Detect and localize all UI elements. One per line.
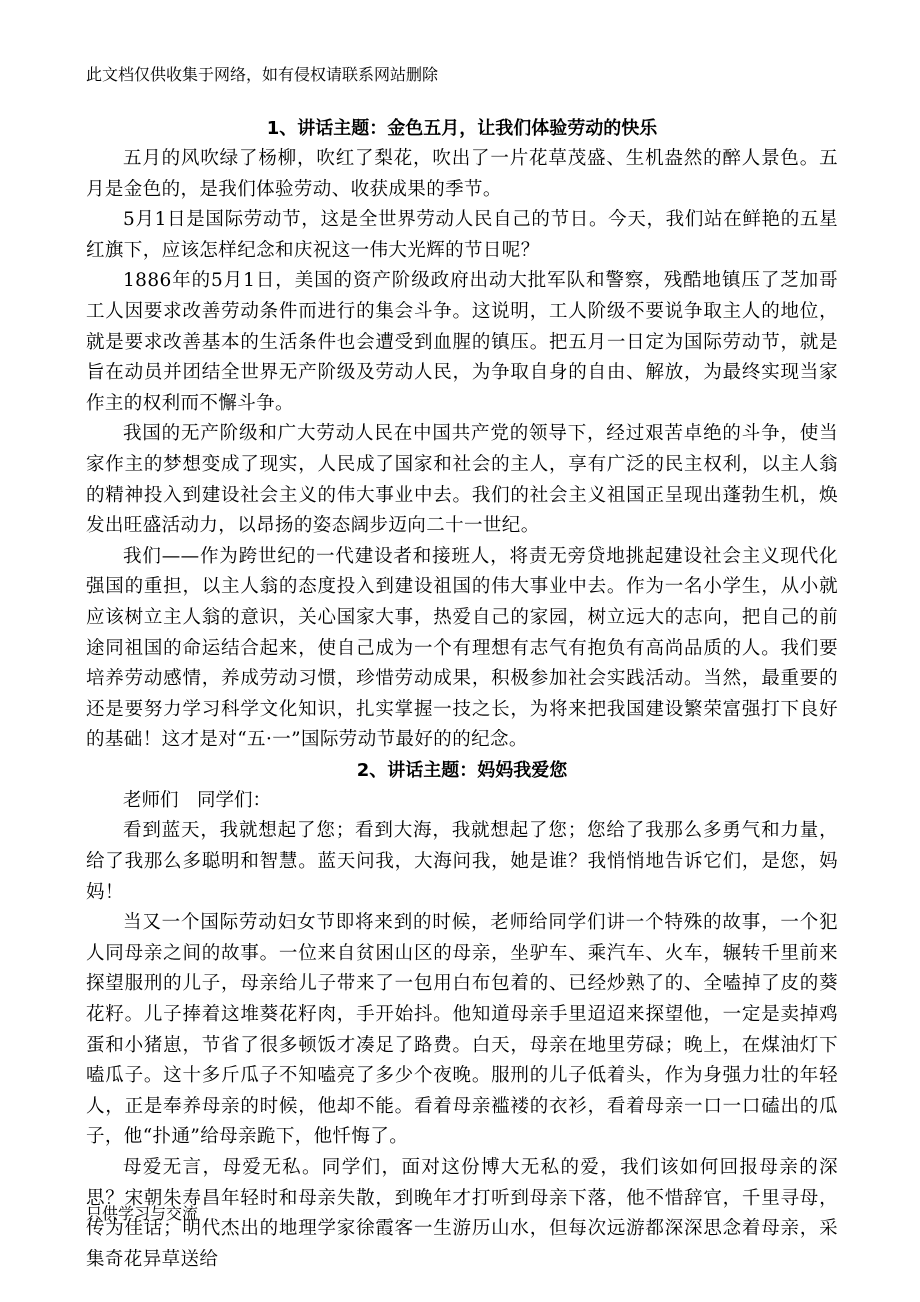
paragraph: 五月的风吹绿了杨柳，吹红了梨花，吹出了一片花草茂盛、生机盎然的醉人景色。五月是金色的，是我们体验劳动、收获成果的季节。 bbox=[86, 148, 838, 200]
footer-note: 只供学习与交流 bbox=[86, 1204, 199, 1223]
greeting: 老师们 同学们： bbox=[123, 789, 272, 811]
section-1-title: 1、讲话主题：金色五月，让我们体验劳动的快乐 bbox=[266, 118, 658, 139]
header-disclaimer: 此文档仅供收集于网络，如有侵权请联系网站删除 bbox=[86, 65, 439, 84]
paragraph: 5月1日是国际劳动节，这是全世界劳动人民自己的节日。今天，我们站在鲜艳的五星红旗下，应该怎样纪念和庆祝这一伟大光辉的节日呢？ bbox=[86, 209, 838, 261]
section-2-title: 2、讲话主题：妈妈我爱您 bbox=[356, 759, 568, 781]
paragraph: 母爱无言，母爱无私。同学们，面对这份博大无私的爱，我们该如何回报母亲的深思？宋朝朱寿昌年轻时和母亲失散，到晚年才打听到母亲下落，他不惜辞官，千里寻母，传为佳话；明代杰出的地理学家徐霞客一生游历山水，但每次远游都深深思念着母亲，采集奇花异草送给 bbox=[86, 1157, 838, 1270]
paragraph: 看到蓝天，我就想起了您；看到大海，我就想起了您；您给了我那么多勇气和力量，给了我那么多聪明和智慧。蓝天问我，大海问我，她是谁？我悄悄地告诉它们，是您，妈妈！ bbox=[86, 820, 838, 903]
paragraph: 1886年的5月1日，美国的资产阶级政府出动大批军队和警察，残酷地镇压了芝加哥工人因要求改善劳动条件而进行的集会斗争。这说明，工人阶级不要说争取主人的地位，就是要求改善基本的生活条件也会遭受到血腥的镇压。把五月一日定为国际劳动节，就是旨在动员并团结全世界无产阶级及劳动人民，为争取自身的自由、解放，为最终实现当家作主的权利而不懈斗争。 bbox=[86, 270, 838, 414]
paragraph: 当又一个国际劳动妇女节即将来到的时候，老师给同学们讲一个特殊的故事，一个犯人同母亲之间的故事。一位来自贫困山区的母亲，坐驴车、乘汽车、火车，辗转千里前来探望服刑的儿子，母亲给儿子带来了一包用白布包着的、已经炒熟了的、全嗑掉了皮的葵花籽。儿子捧着这堆葵花籽肉，手开始抖。他知道母亲手里迢迢来探望他，一定是卖掉鸡蛋和小猪崽，节省了很多顿饭才凑足了路费。白天，母亲在地里劳碌；晚上，在煤油灯下嗑瓜子。这十多斤瓜子不知嗑亮了多少个夜晚。服刑的儿子低着头，作为身强力壮的年轻人，正是奉养母亲的时候，他却不能。看着母亲褴褛的衣衫，看着母亲一口一口磕出的瓜子，他“扑通”给母亲跪下，他忏悔了。 bbox=[86, 912, 838, 1148]
document-body bbox=[86, 114, 838, 1275]
paragraph: 我国的无产阶级和广大劳动人民在中国共产党的领导下，经过艰苦卓绝的斗争，使当家作主的梦想变成了现实，人民成了国家和社会的主人，享有广泛的民主权利，以主人翁的精神投入到建设社会主义的伟大事业中去。我们的社会主义祖国正呈现出蓬勃生机，焕发出旺盛活动力，以昂扬的姿态阔步迈向二十一世纪。 bbox=[86, 423, 838, 537]
paragraph: 我们——作为跨世纪的一代建设者和接班人，将责无旁贷地挑起建设社会主义现代化强国的重担，以主人翁的态度投入到建设祖国的伟大事业中去。作为一名小学生，从小就应该树立主人翁的意识，关心国家大事，热爱自己的家园，树立远大的志向，把自己的前途同祖国的命运结合起来，使自己成为一个有理想有志气有抱负有高尚品质的人。我们要培养劳动感情，养成劳动习惯，珍惜劳动成果，积极参加社会实践活动。当然，最重要的还是要努力学习科学文化知识，扎实掌握一技之长，为将来把我国建设繁荣富强打下良好的基础！这才是对“五·一”国际劳动节最好的的纪念。 bbox=[86, 545, 838, 751]
